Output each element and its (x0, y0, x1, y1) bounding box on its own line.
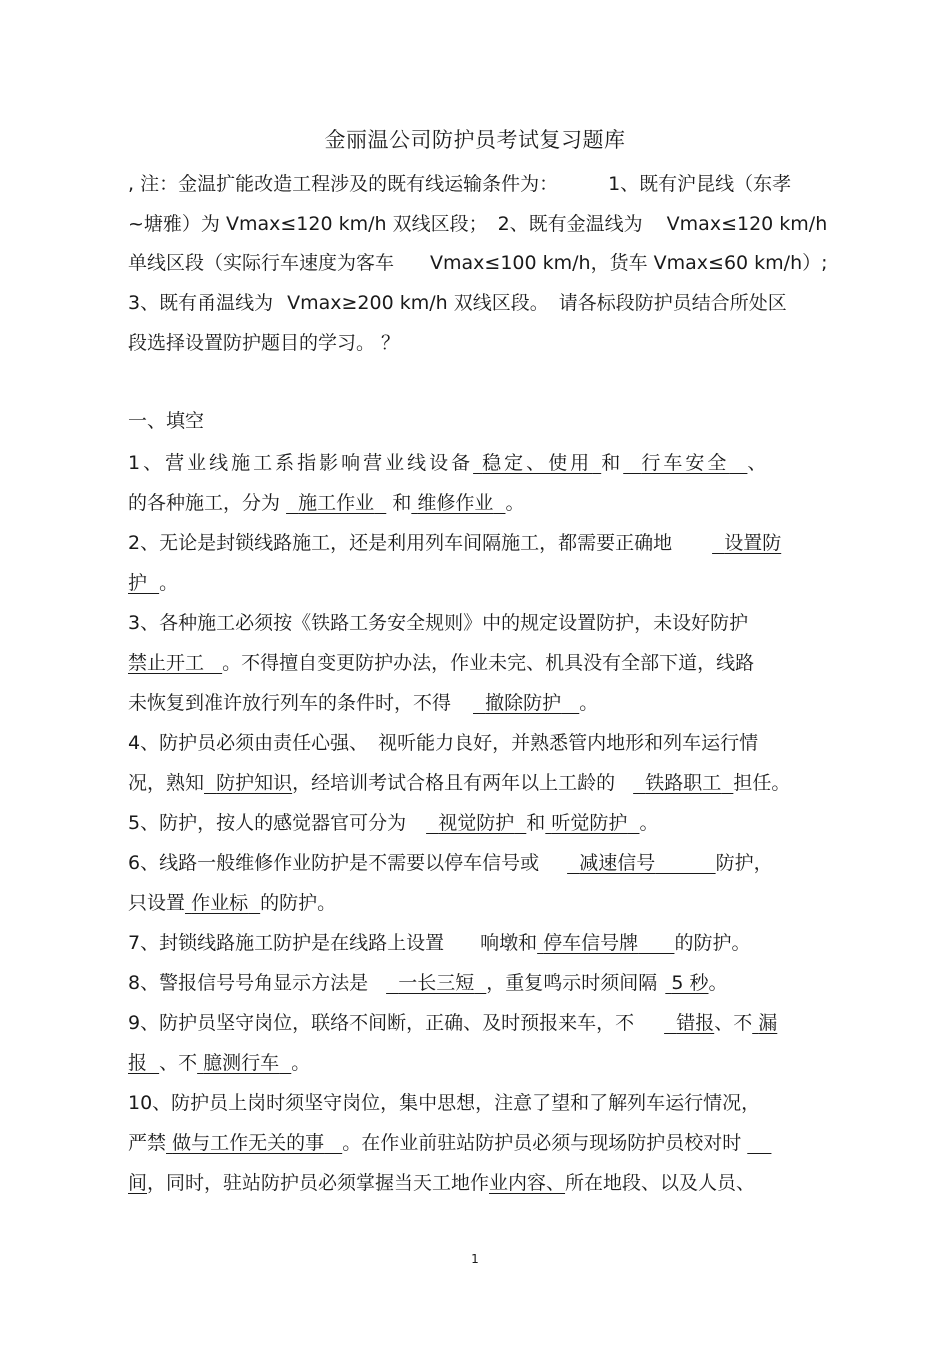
question-text: 。 (505, 492, 525, 514)
question-text: 。 (159, 572, 179, 594)
answer-blank: 减速信号 (579, 852, 656, 874)
answer-blank (747, 1132, 771, 1154)
answer-blank: 漏 (758, 1012, 778, 1034)
question-text: 。不得擅自变更防护办法，作业未完、机具没有全部下道，线路 (222, 652, 755, 674)
answer-blank: 维修作业 (417, 492, 494, 514)
intro-text: Vmax≤100 km/h，货车 Vmax≤60 km/h）; (430, 252, 828, 274)
intro-text: 请各标段防护员结合所处区 (558, 292, 787, 314)
question-text: 9、防护员坚守岗位，联络不间断，正确、及时预报来车，不 (128, 1012, 635, 1034)
question-4-line-2 (128, 770, 850, 796)
question-text: 、不 (714, 1012, 753, 1034)
question-text: 担任。 (733, 772, 791, 794)
answer-blank: 臆测行车 (203, 1052, 280, 1074)
question-6-line-2 (128, 890, 850, 916)
question-text: 的各种施工，分为 (128, 492, 281, 514)
answer-blank: 错报 (676, 1012, 715, 1034)
question-text: ，同时，驻站防护员必须掌握当天工地作 (147, 1172, 490, 1194)
question-2-line-2 (128, 570, 850, 596)
question-3-line-1: 3、各种施工必须按《铁路工务安全规则》中的规定设置防护，未设好防护 (128, 612, 749, 634)
answer-blank: 护 (128, 572, 148, 594)
question-9-line-1 (128, 1010, 850, 1036)
intro-text: 单线区段（实际行车速度为客车 (128, 252, 395, 274)
answer-blank: 禁止开工 (128, 652, 205, 674)
answer-blank: 防护知识 (216, 772, 293, 794)
question-text: 7、封锁线路施工防护是在线路上设置 (128, 932, 445, 954)
question-text: 况，熟知 (128, 772, 205, 794)
answer-blank: 铁路职工 (645, 772, 722, 794)
question-6-line-1 (128, 850, 850, 876)
question-3-line-2 (128, 650, 850, 676)
intro-line-2 (128, 211, 850, 237)
answer-blank: 施工作业 (298, 492, 375, 514)
answer-text: 响墩 (480, 932, 519, 954)
answer-blank: 视觉防护 (438, 812, 515, 834)
answer-blank: 行车安全 (641, 452, 730, 474)
intro-text: 2、既有金温线为 (497, 213, 643, 235)
answer-blank: 5 秒 (671, 972, 709, 994)
question-text: ，重复鸣示时须间隔 (486, 972, 658, 994)
question-text: 1、营业线施工系指影响营业线设备 (128, 452, 474, 474)
question-text: 所在地段、以及人员、 (565, 1172, 756, 1194)
question-text: 视听能力良好，并熟悉管内地形和列车运行情 (378, 732, 759, 754)
question-1-line-1 (128, 450, 850, 476)
answer-blank: 间 (128, 1172, 148, 1194)
question-text: 防护， (715, 852, 773, 874)
question-1-line-2 (128, 490, 850, 516)
question-7 (128, 930, 850, 956)
question-text: 。 (639, 812, 659, 834)
answer-blank: 业内容、 (489, 1172, 566, 1194)
question-text: 2、无论是封锁线路施工，还是利用列车间隔施工，都需要正确地 (128, 532, 673, 554)
question-9-line-2 (128, 1050, 850, 1076)
answer-blank: 撤除防护 (485, 692, 562, 714)
question-2-line-1 (128, 530, 850, 556)
question-text: 8、警报信号号角显示方法是 (128, 972, 369, 994)
question-text: 4、防护员必须由责任心强、 (128, 732, 369, 754)
answer-blank: 停车信号牌 (543, 932, 639, 954)
intro-line-4 (128, 290, 850, 316)
question-5 (128, 810, 850, 836)
section-heading: 一、填空 (128, 410, 205, 432)
question-text: 和 (518, 932, 538, 954)
intro-line-1 (128, 171, 850, 197)
answer-blank: 稳定、使用 (482, 452, 593, 474)
answer-blank: 一长三短 (398, 972, 475, 994)
question-text: 。 (579, 692, 599, 714)
question-text: 和 (526, 812, 546, 834)
question-10-line-2 (128, 1130, 850, 1156)
intro-text: Vmax≤120 km/h (666, 213, 828, 235)
intro-line-5: 段选择设置防护题目的学习。 ？ (128, 332, 401, 354)
question-text: 、 (747, 452, 770, 474)
question-text: 。 (291, 1052, 311, 1074)
question-text: 和 (392, 492, 412, 514)
question-text: 5、防护，按人的感觉器官可分为 (128, 812, 407, 834)
question-text: 严禁 (128, 1132, 167, 1154)
question-text: 只设置 (128, 892, 186, 914)
question-10-line-3 (128, 1170, 850, 1196)
question-text: 、不 (159, 1052, 198, 1074)
answer-blank: 作业标 (191, 892, 249, 914)
intro-text: , 注：金温扩能改造工程涉及的既有线运输条件为： (128, 173, 559, 195)
question-text: 的防护。 (674, 932, 751, 954)
intro-text: 1、既有沪昆线（东孝 (608, 173, 792, 195)
question-text: 的防护。 (260, 892, 337, 914)
answer-blank: 听觉防护 (551, 812, 628, 834)
question-text: 未恢复到准许放行列车的条件时，不得 (128, 692, 452, 714)
question-text: 和 (601, 452, 624, 474)
question-4-line-1 (128, 730, 850, 756)
intro-line-3 (128, 250, 850, 276)
intro-text: Vmax≥200 km/h 双线区段。 (287, 292, 549, 314)
page-title: 金丽温公司防护员考试复习题库 (324, 128, 626, 152)
page-number: 1 (471, 1252, 479, 1266)
answer-blank: 设置防 (724, 532, 782, 554)
answer-blank: 报 (128, 1052, 148, 1074)
question-10-line-1: 10、防护员上岗时须坚守岗位，集中思想，注意了望和了解列车运行情况， (128, 1092, 761, 1114)
question-text: ，经培训考试合格且有两年以上工龄的 (292, 772, 616, 794)
answer-blank: 做与工作无关的事 (172, 1132, 325, 1154)
question-text: 。 (708, 972, 728, 994)
intro-text: 3、既有甬温线为 (128, 292, 274, 314)
intro-text: ~塘雅）为 Vmax≤120 km/h 双线区段； (128, 213, 488, 235)
question-3-line-3 (128, 690, 850, 716)
question-text: 。在作业前驻站防护员必须与现场防护员校对时 (342, 1132, 742, 1154)
question-8 (128, 970, 850, 996)
question-text: 6、线路一般维修作业防护是不需要以停车信号或 (128, 852, 540, 874)
